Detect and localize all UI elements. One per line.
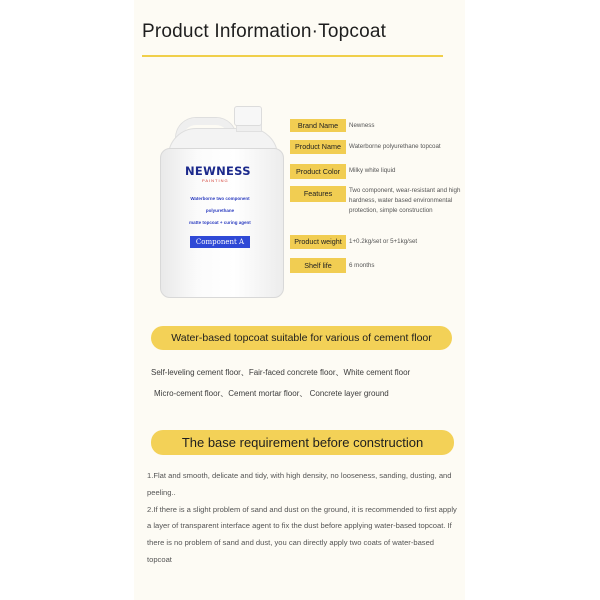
bottle-label	[172, 164, 268, 264]
component-badge: Component A	[190, 236, 250, 248]
spec-label: Features	[290, 186, 346, 202]
floor-types-line: Micro-cement floor、Cement mortar floor、 Concrete layer ground	[154, 389, 389, 398]
spec-value: 6 months	[349, 262, 375, 269]
brand-logo: NEWNESS	[185, 164, 251, 178]
spec-value: Milky white liquid	[349, 167, 396, 174]
bottle-cap	[234, 106, 262, 126]
title-underline	[142, 55, 443, 57]
spec-value: Waterborne polyurethane topcoat	[349, 143, 441, 150]
bottle-label-line: Waterborne two component	[190, 196, 250, 201]
product-bottle-image	[158, 104, 286, 300]
spec-value: Newness	[349, 122, 375, 129]
spec-label: Brand Name	[290, 119, 346, 132]
spec-label: Product weight	[290, 235, 346, 249]
brand-logo-sub: PAINTING	[202, 178, 229, 183]
spec-label: Shelf life	[290, 258, 346, 273]
bottle-label-line: matte topcoat + curing agent	[189, 220, 251, 225]
bottle-label-line: polyurethane	[205, 208, 235, 213]
floor-types-line: Self-leveling cement floor、Fair-faced concrete floor、White cement floor	[151, 368, 411, 377]
spec-value: 1+0.2kg/set or 5+1kg/set	[349, 238, 418, 245]
section-heading-floor-types: Water-based topcoat suitable for various of cement floor	[151, 326, 452, 350]
spec-value: Two component, wear-resistant and high hardness, water based environmental protection, simple construction	[349, 187, 461, 214]
spec-label: Product Name	[290, 140, 346, 154]
requirement-item: 1.Flat and smooth, delicate and tidy, with high density, no looseness, sanding, dusting, and peeling..	[147, 471, 452, 497]
spec-label: Product Color	[290, 164, 346, 179]
requirements-text	[147, 468, 457, 569]
section-heading-base-requirement: The base requirement before construction	[151, 430, 454, 455]
requirement-item: 2.If there is a slight problem of sand and dust on the ground, it is recommended to first apply a layer of transparent interface agent to fix the dust before applying water-based topcoat. If there is no problem of sand and dust, you can directly apply two coats of water-based topcoat	[147, 504, 457, 564]
page-title: Product Information·Topcoat	[142, 21, 387, 42]
